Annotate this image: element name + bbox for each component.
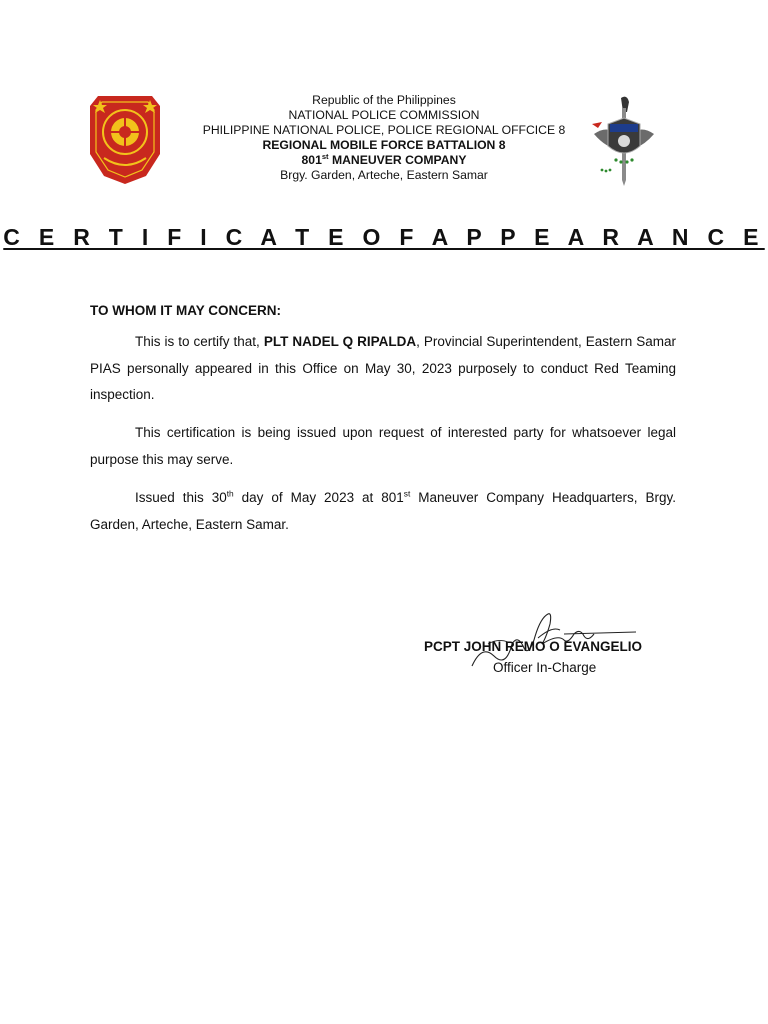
paragraph-purpose: This certification is being issued upon request of interested party for whatsoever legal purpose this may serve.: [90, 425, 676, 467]
header-pro8: PHILIPPINE NATIONAL POLICE, POLICE REGIONAL OFFCICE 8: [202, 123, 566, 137]
header-maneuver-company: 801st MANEUVER COMPANY: [301, 151, 467, 167]
paragraph-issued: Issued this 30th day of May 2023 at 801st Maneuver Company Headquarters, Brgy. Garden, Arteche, Eastern Samar.: [90, 488, 676, 532]
header-address: Brgy. Garden, Arteche, Eastern Samar: [280, 168, 488, 182]
document-title: C E R T I F I C A T E O F A P P E A R A N C E: [3, 224, 765, 250]
signatory-title: Officer In-Charge: [493, 660, 597, 675]
header-republic: Republic of the Philippines: [312, 93, 456, 107]
pnp-seal-icon: [88, 92, 162, 186]
paragraph-certify: This is to certify that, PLT NADEL Q RIPALDA, Provincial Superintendent, Eastern Samar PIAS personally appeared in this Office on May 30, 2023 purposely to conduct Red Teaming inspection.: [90, 334, 677, 402]
battalion-emblem-icon: [588, 94, 660, 186]
salutation: TO WHOM IT MAY CONCERN:: [90, 303, 282, 318]
signatory-name: PCPT JOHN REMO O EVANGELIO: [424, 639, 643, 654]
letterhead: [170, 93, 598, 183]
appearing-officer-name: PLT NADEL Q RIPALDA: [263, 334, 417, 349]
header-napolcom: NATIONAL POLICE COMMISSION: [288, 108, 480, 122]
header-rmfb8: REGIONAL MOBILE FORCE BATTALION 8: [262, 138, 506, 152]
